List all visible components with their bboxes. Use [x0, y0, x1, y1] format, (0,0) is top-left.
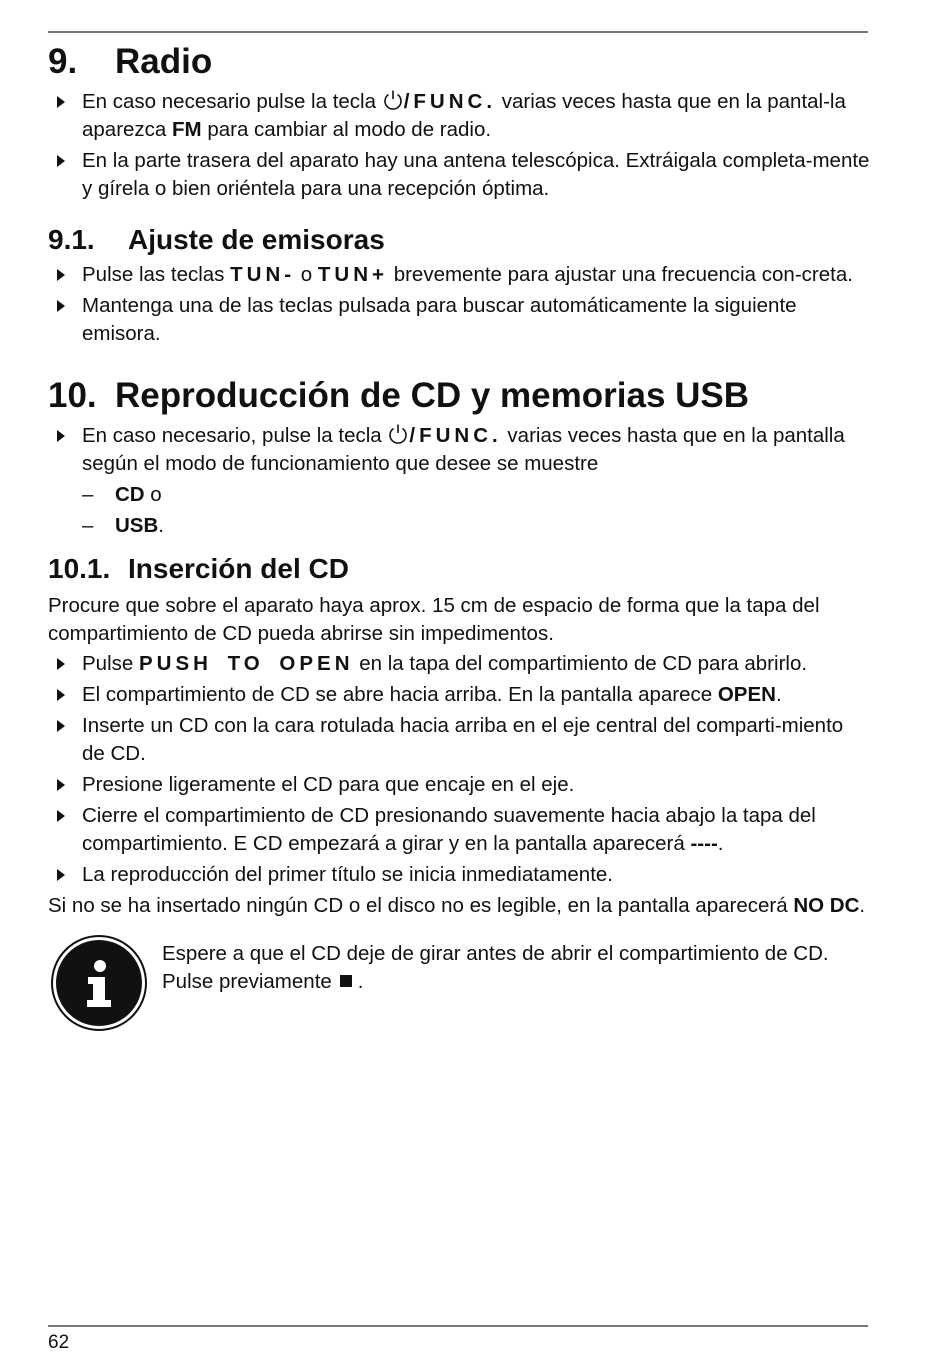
paragraph: Si no se ha insertado ningún CD o el disco no es legible, en la pantalla aparecerá NO DC. — [48, 894, 866, 917]
bullet-arrow-icon — [57, 810, 65, 822]
key-label: TUN- — [230, 263, 296, 286]
bullet-arrow-icon — [57, 155, 65, 167]
bullet-arrow-icon — [57, 869, 65, 881]
key-label: PUSH TO OPEN — [138, 652, 354, 675]
power-icon — [382, 89, 404, 111]
section-number: 10. — [48, 376, 97, 415]
page-number: 62 — [48, 1332, 70, 1353]
key-label: /FUNC. — [403, 90, 497, 113]
section-title: Inserción del CD — [128, 553, 349, 584]
stop-icon — [340, 975, 352, 987]
info-icon — [50, 934, 148, 1032]
list-item: En caso necesario, pulse la tecla /FUNC. varias veces hasta que en la pantalla según el modo de funcionamiento que desee se muestre — [48, 422, 870, 478]
section-title: Ajuste de emisoras — [128, 224, 385, 255]
section-heading-10 — [48, 372, 870, 420]
bullet-arrow-icon — [57, 658, 65, 670]
section-number: 9.1. — [48, 224, 95, 255]
dash-list — [48, 481, 870, 540]
paragraph: Procure que sobre el aparato haya aprox. 15 cm de espacio de forma que la tapa del compartimiento de CD pueda abrirse sin impedimentos. — [48, 594, 820, 645]
bullet-list — [48, 261, 870, 348]
section-heading-10-1 — [48, 550, 870, 588]
list-item: En la parte trasera del aparato hay una antena telescópica. Extráigala completa-mente y gírela o bien oriéntela para una recepción óptima. — [48, 147, 870, 203]
key-label: /FUNC. — [409, 424, 502, 447]
list-item: Mantenga una de las teclas pulsada para buscar automáticamente la siguiente emisora. — [48, 292, 870, 348]
bullet-list — [48, 88, 870, 203]
bottom-rule — [48, 1325, 868, 1327]
list-item: Cierre el compartimiento de CD presionando suavemente hacia abajo la tapa del compartimiento. E CD empezará a girar y en la pantalla aparecerá ----. — [48, 802, 870, 858]
list-item: Presione ligeramente el CD para que encaje en el eje. — [48, 771, 870, 799]
list-item: Inserte un CD con la cara rotulada hacia arriba en el eje central del comparti-miento de CD. — [48, 712, 870, 768]
list-item: – CD o — [82, 483, 162, 506]
section-heading-9 — [48, 38, 870, 86]
bullet-list — [48, 422, 870, 478]
bullet-arrow-icon — [57, 779, 65, 791]
top-rule — [48, 31, 868, 33]
list-item: Pulse las teclas TUN- o TUN+ brevemente para ajustar una frecuencia con-creta. — [48, 261, 870, 289]
bullet-list — [48, 650, 870, 889]
info-note — [48, 934, 870, 1032]
list-item: La reproducción del primer título se inicia inmediatamente. — [48, 861, 870, 889]
list-item: – USB. — [82, 514, 164, 537]
list-item: Pulse PUSH TO OPEN en la tapa del compartimiento de CD para abrirlo. — [48, 650, 870, 678]
note-text: Espere a que el CD deje de girar antes de abrir el compartimiento de CD. Pulse previamente . — [162, 942, 829, 993]
key-label: TUN+ — [317, 263, 388, 286]
section-number: 10.1. — [48, 553, 111, 584]
bullet-arrow-icon — [57, 430, 65, 442]
section-title: Reproducción de CD y memorias USB — [115, 376, 750, 415]
bullet-arrow-icon — [57, 269, 65, 281]
section-number: 9. — [48, 42, 78, 81]
bullet-arrow-icon — [57, 96, 65, 108]
page-content — [48, 38, 870, 1032]
bullet-arrow-icon — [57, 689, 65, 701]
bullet-arrow-icon — [57, 720, 65, 732]
section-heading-9-1 — [48, 221, 870, 259]
list-item: En caso necesario pulse la tecla /FUNC. varias veces hasta que en la pantal-la aparezca FM para cambiar al modo de radio. — [48, 88, 870, 144]
bullet-arrow-icon — [57, 300, 65, 312]
power-icon — [387, 423, 409, 445]
section-title: Radio — [115, 42, 213, 81]
list-item: El compartimiento de CD se abre hacia arriba. En la pantalla aparece OPEN. — [48, 681, 870, 709]
